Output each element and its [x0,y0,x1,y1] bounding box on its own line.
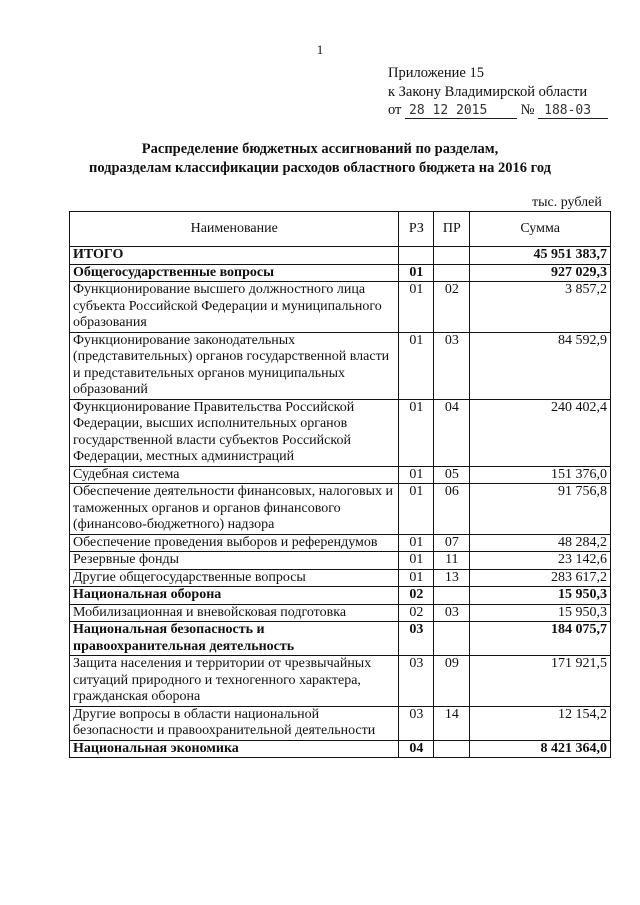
cell-rz: 01 [399,569,434,587]
cell-pr: 04 [434,399,470,466]
cell-sum: 12 154,2 [470,706,611,740]
annex-date-line [388,101,608,120]
cell-rz: 01 [399,552,434,570]
cell-name: Функционирование Правительства Российской Федерации, высших исполнительных органов государственной власти субъектов Российской Федерации, местных администраций [70,399,399,466]
cell-rz: 01 [399,399,434,466]
cell-rz: 01 [399,332,434,399]
cell-rz: 01 [399,484,434,535]
table-row [70,399,611,466]
cell-pr: 05 [434,466,470,484]
cell-sum: 184 075,7 [470,622,611,656]
cell-pr: 03 [434,332,470,399]
budget-table [69,211,611,758]
cell-pr: 02 [434,282,470,333]
title-line-2: подразделам классификации расходов областного бюджета на 2016 год [88,160,552,176]
table-row [70,587,611,605]
cell-sum: 151 376,0 [470,466,611,484]
cell-rz: 02 [399,604,434,622]
cell-rz: 01 [399,282,434,333]
cell-rz: 03 [399,706,434,740]
table-row [70,740,611,758]
cell-rz: 03 [399,622,434,656]
cell-rz: 02 [399,587,434,605]
cell-sum: 48 284,2 [470,534,611,552]
cell-sum: 240 402,4 [470,399,611,466]
cell-name: ИТОГО [70,247,399,265]
page-number: 1 [316,42,324,57]
cell-name: Национальная оборона [70,587,399,605]
cell-sum: 84 592,9 [470,332,611,399]
cell-rz: 04 [399,740,434,758]
table-row [70,484,611,535]
cell-pr [434,264,470,282]
header-name: Наименование [70,212,399,247]
handwritten-number: 188-03 [538,104,608,119]
cell-rz: 03 [399,656,434,707]
cell-pr: 03 [434,604,470,622]
table-row [70,534,611,552]
cell-name: Обеспечение проведения выборов и референдумов [70,534,399,552]
annex-title: Приложение 15 [388,65,484,81]
number-prefix: № [520,102,535,118]
cell-pr: 14 [434,706,470,740]
title-line-1: Распределение бюджетных ассигнований по разделам, [141,141,499,157]
cell-name: Защита населения и территории от чрезвычайных ситуаций природного и техногенного характера, гражданская оборона [70,656,399,707]
cell-sum: 91 756,8 [470,484,611,535]
table-row [70,466,611,484]
cell-name: Обеспечение деятельности финансовых, налоговых и таможенных органов и органов финансового (финансово-бюджетного) надзора [70,484,399,535]
cell-pr [434,587,470,605]
handwritten-date: 28 12 2015 [405,104,517,119]
annex-law-reference: к Закону Владимирской области [388,83,588,100]
cell-name: Функционирование законодательных (представительных) органов государственной власти и представительных органов муниципальных образований [70,332,399,399]
cell-pr: 09 [434,656,470,707]
table-row [70,656,611,707]
cell-name: Мобилизационная и вневойсковая подготовка [70,604,399,622]
cell-pr: 06 [434,484,470,535]
cell-sum: 23 142,6 [470,552,611,570]
cell-sum: 15 950,3 [470,587,611,605]
table-row [70,332,611,399]
header-pr: ПР [434,212,470,247]
table-row [70,552,611,570]
cell-pr [434,740,470,758]
cell-name: Судебная система [70,466,399,484]
table-row [70,569,611,587]
cell-pr [434,622,470,656]
cell-name: Резервные фонды [70,552,399,570]
cell-rz [399,247,434,265]
cell-name: Другие общегосударственные вопросы [70,569,399,587]
cell-rz: 01 [399,534,434,552]
cell-name: Функционирование высшего должностного лица субъекта Российской Федерации и муниципального образования [70,282,399,333]
date-prefix: от [388,102,402,118]
table-row [70,247,611,265]
table-row [70,282,611,333]
units-label: тыс. рублей [532,195,602,210]
header-sum: Сумма [470,212,611,247]
cell-pr [434,247,470,265]
document-title [0,140,640,178]
cell-sum: 283 617,2 [470,569,611,587]
cell-rz: 01 [399,264,434,282]
cell-sum: 45 951 383,7 [470,247,611,265]
cell-sum: 15 950,3 [470,604,611,622]
table-header-row [70,212,611,247]
cell-pr: 13 [434,569,470,587]
cell-pr: 11 [434,552,470,570]
table-row [70,264,611,282]
table-row [70,622,611,656]
table-row [70,706,611,740]
cell-sum: 8 421 364,0 [470,740,611,758]
annex-block [388,64,608,120]
cell-name: Другие вопросы в области национальной безопасности и правоохранительной деятельности [70,706,399,740]
cell-sum: 171 921,5 [470,656,611,707]
cell-name: Общегосударственные вопросы [70,264,399,282]
cell-name: Национальная экономика [70,740,399,758]
table-row [70,604,611,622]
cell-name: Национальная безопасность и правоохранительная деятельность [70,622,399,656]
cell-rz: 01 [399,466,434,484]
header-rz: РЗ [399,212,434,247]
cell-sum: 3 857,2 [470,282,611,333]
cell-sum: 927 029,3 [470,264,611,282]
cell-pr: 07 [434,534,470,552]
